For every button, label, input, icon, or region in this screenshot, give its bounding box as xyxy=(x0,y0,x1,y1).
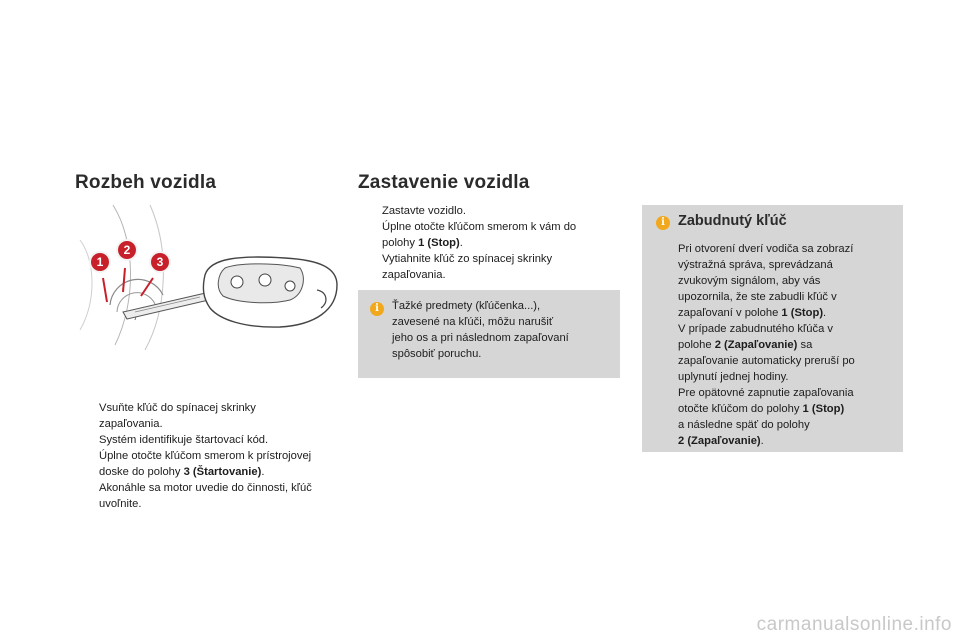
start-step: Úplne otočte kľúčom smerom k prístrojovej doske do polohy 3 (Štartovanie). xyxy=(99,450,312,478)
info-icon: i xyxy=(656,216,670,230)
stop-step: Vytiahnite kľúč zo spínacej skrinky zapaľovania. xyxy=(382,253,553,281)
watermark: carmanualsonline.info xyxy=(756,614,952,635)
stop-heading: Zastavenie vozidla xyxy=(358,172,530,193)
info-icon: i xyxy=(370,302,384,316)
stop-note: i Ťažké predmety (kľúčenka...), zavesené na kľúči, môžu narušiť jeho os a pri následnom zapaľovaní spôsobiť poruchu. xyxy=(358,290,620,378)
forgotten-key-box: i Zabudnutý kľúč Pri otvorení dverí vodiča sa zobrazí výstražná správa, sprevádzaná zvukovým signálom, aby vás upozornila, že ste zabudli kľúč v zapaľovaní v polohe 1 (Stop). V prípade zabudnutého kľúča v polohe 2 (Zapaľovanie) sa zapaľovanie automaticky preruší po uplynutí jednej hodiny. Pre opätovné zapnutie zapaľovania otočte kľúčom do polohy 1 (Stop) a následne späť do polohy 2 (Zapaľovanie). xyxy=(642,205,903,452)
stop-step: Úplne otočte kľúčom smerom k vám do polohy 1 (Stop). xyxy=(382,221,577,249)
start-heading: Rozbeh vozidla xyxy=(75,172,217,193)
callout-2-label: 2 xyxy=(123,243,131,257)
callout-1-label: 1 xyxy=(96,255,104,269)
start-step: Akonáhle sa motor uvedie do činnosti, kľúč uvoľnite. xyxy=(99,482,312,510)
callout-3-label: 3 xyxy=(156,255,164,269)
stop-step: Zastavte vozidlo. xyxy=(382,205,466,217)
start-step: Vsuňte kľúč do spínacej skrinky zapaľovania. Systém identifikuje štartovací kód. xyxy=(99,402,269,446)
start-steps xyxy=(75,400,350,512)
ignition-key-illustration xyxy=(75,200,345,350)
stop-steps xyxy=(358,203,620,283)
forgotten-key-title: Zabudnutý kľúč xyxy=(678,213,787,229)
